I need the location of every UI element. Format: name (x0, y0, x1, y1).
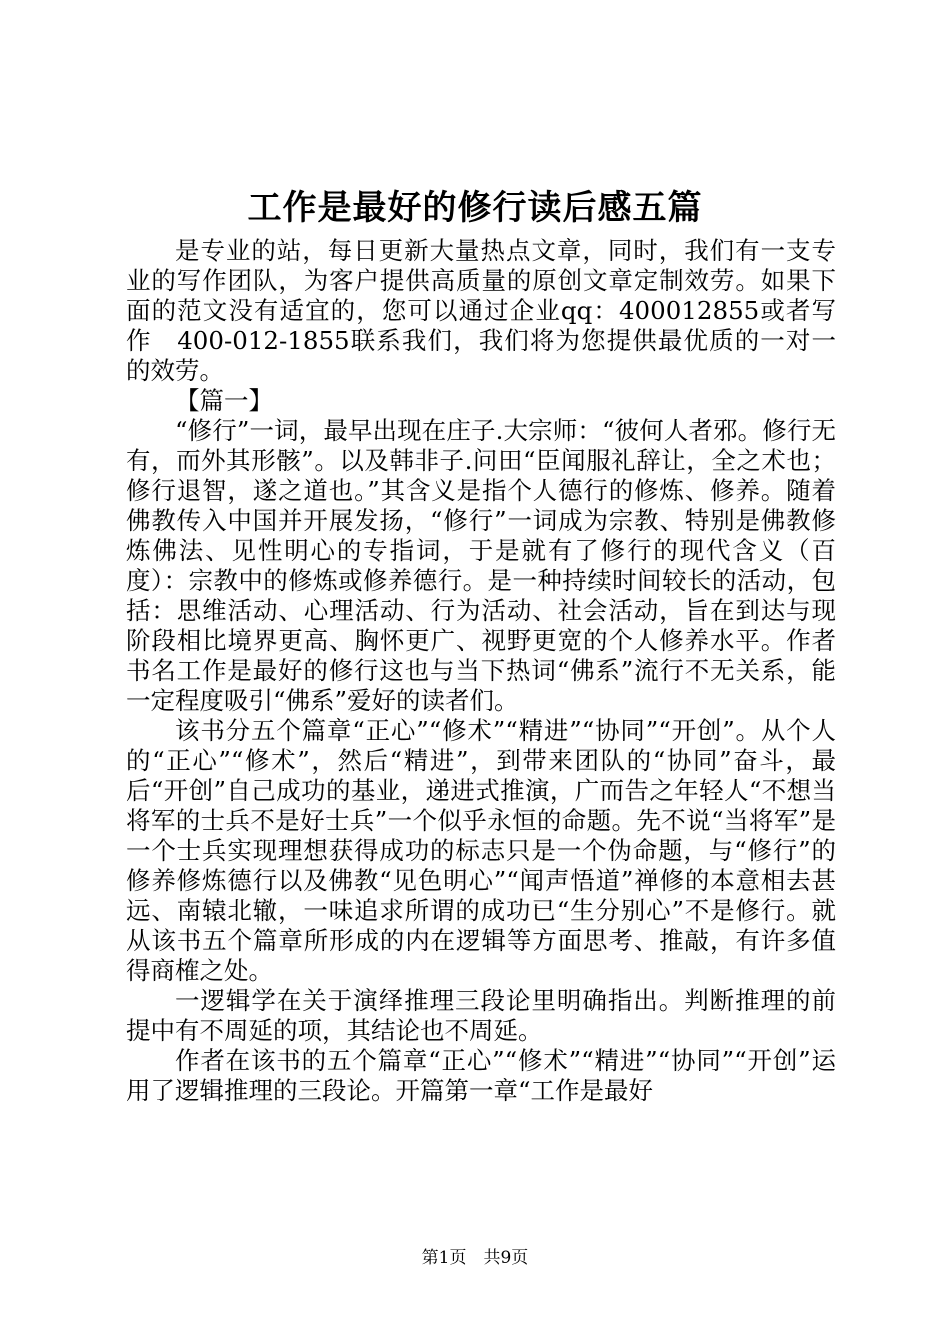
body-paragraph: 该书分五个篇章“正心”“修术”“精进”“协同”“开创”。从个人的“正心”“修术”，然后“精进”，到带来团队的“协同”奋斗，最后“开创”自己成功的基业，递进式推演，广而告之年轻人“不想当将军的士兵不是好士兵”一个似乎永恒的命题。先不说“当将军”是一个士兵实现理想获得成功的标志只是一个伪命题，与“修行”的修养修炼德行以及佛教“见色明心”“闻声悟道”禅修的本意相去甚远、南辕北辙，一味追求所谓的成功已“生分别心”不是修行。就从该书五个篇章所形成的内在逻辑等方面思考、推敲，有许多值得商榷之处。 (126, 716, 836, 985)
intro-paragraph: 是专业的站，每日更新大量热点文章，同时，我们有一支专业的写作团队，为客户提供高质量的原创文章定制效劳。如果下面的范文没有适宜的，您可以通过企业qq：400012855或者写作 400-012-1855联系我们，我们将为您提供最优质的一对一的效劳。 (126, 236, 836, 385)
section-heading: 【篇一】 (175, 386, 273, 415)
document-body (126, 236, 836, 1106)
page-footer: 第1页 共9页 (421, 1248, 529, 1268)
body-paragraph: 作者在该书的五个篇章“正心”“修术”“精进”“协同”“开创”运用了逻辑推理的三段论。开篇第一章“工作是最好 (126, 1046, 836, 1105)
document-title: 工作是最好的修行读后感五篇 (247, 188, 703, 228)
body-paragraph: “修行”一词，最早出现在庄子.大宗师：“彼何人者邪。修行无有，而外其形骸”。以及韩非子.问田“臣闻服礼辞让，全之术也；修行退智，遂之道也。”其含义是指个人德行的修炼、修养。随着佛教传入中国并开展发扬，“修行”一词成为宗教、特别是佛教修炼佛法、见性明心的专指词，于是就有了修行的现代含义（百度）：宗教中的修炼或修养德行。是一种持续时间较长的活动，包括：思维活动、心理活动、行为活动、社会活动，旨在到达与现阶段相比境界更高、胸怀更广、视野更宽的个人修养水平。作者书名工作是最好的修行这也与当下热词“佛系”流行不无关系，能一定程度吸引“佛系”爱好的读者们。 (126, 416, 836, 715)
body-paragraph: 一逻辑学在关于演绎推理三段论里明确指出。判断推理的前提中有不周延的项，其结论也不周延。 (126, 986, 836, 1045)
